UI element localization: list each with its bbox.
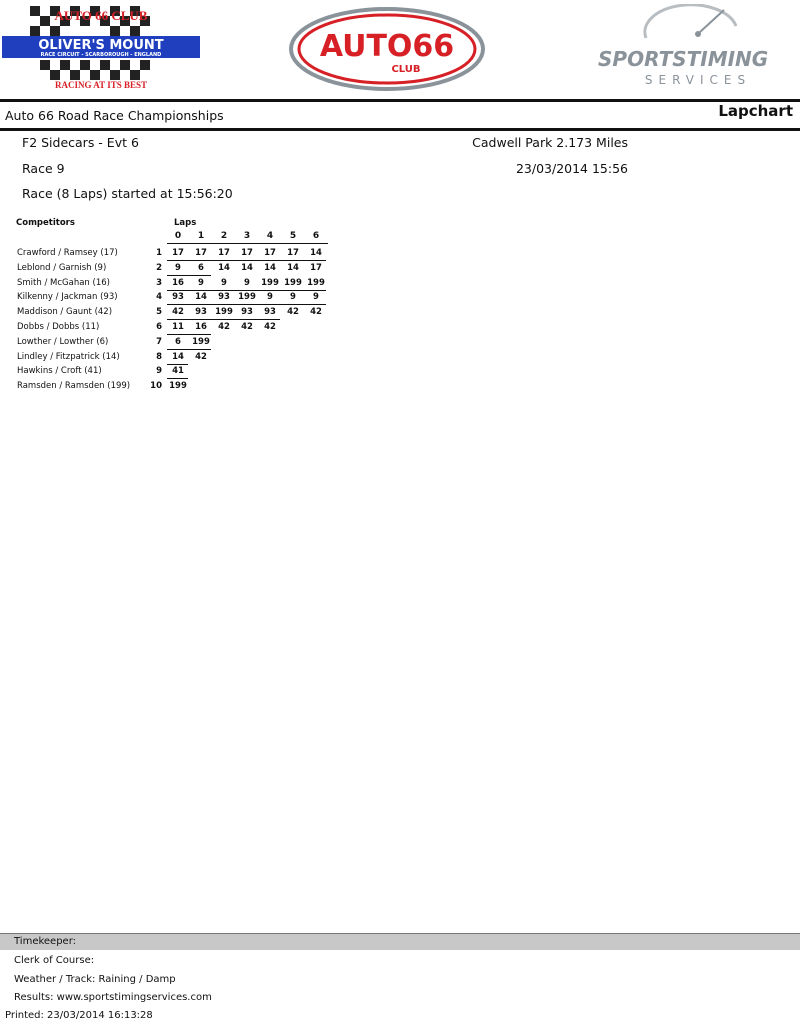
sportstiming-logo	[596, 4, 800, 94]
lap-cell: 17	[218, 248, 230, 258]
lap-cell: 6	[198, 262, 204, 273]
lap-cell: 14	[172, 351, 184, 362]
competitor-name: Lowther / Lowther (6)	[17, 336, 109, 347]
lap-cell: 17	[172, 248, 184, 258]
lap-cell: 42	[172, 307, 184, 318]
laps-heading: Laps	[174, 218, 197, 228]
competitors-heading: Competitors	[16, 218, 75, 228]
row-underline	[167, 349, 211, 350]
lap-cell: 14	[241, 262, 253, 273]
auto66-club-logo	[288, 6, 486, 92]
competitor-name: Dobbs / Dobbs (11)	[17, 322, 100, 332]
row-underline	[167, 364, 188, 365]
results-url: Results: www.sportstimingservices.com	[14, 992, 212, 1003]
lap-cell: 14	[310, 248, 322, 258]
lap-cell: 9	[198, 277, 204, 288]
position-number: 7	[156, 336, 162, 347]
olivers-mount-sub-text: RACE CIRCUIT - SCARBOROUGH - ENGLAND	[40, 52, 162, 58]
lap-number: 0	[174, 231, 182, 241]
lap-header-rule	[167, 243, 328, 244]
competitor-name: Hawkins / Croft (41)	[17, 366, 102, 377]
timekeeper-label: Timekeeper:	[14, 936, 77, 947]
lap-cell: 93	[195, 307, 207, 318]
lap-cell: 199	[215, 307, 233, 318]
lap-number: 5	[289, 231, 297, 241]
lap-cell: 9	[267, 292, 273, 303]
lap-cell: 9	[313, 292, 319, 303]
lap-cell: 9	[221, 277, 227, 288]
race-start: Race (8 Laps) started at 15:56:20	[22, 186, 233, 201]
competitor-name: Leblond / Garnish (9)	[17, 262, 107, 273]
lap-cell: 93	[172, 292, 184, 303]
olivers-mount-arc-text: AUTO 66 CLUB	[54, 8, 148, 23]
lap-number: 2	[220, 231, 228, 241]
auto66-club-text: CLUB	[391, 64, 421, 75]
lap-cell: 9	[175, 262, 181, 273]
row-underline	[167, 290, 326, 291]
lap-cell: 16	[172, 277, 184, 288]
lap-cell: 16	[195, 322, 207, 332]
competitor-name: Maddison / Gaunt (42)	[17, 307, 113, 318]
lap-cell: 199	[284, 277, 302, 288]
lap-cell: 42	[218, 322, 230, 332]
competitor-name: Ramsden / Ramsden (199)	[17, 381, 131, 392]
competitor-name: Kilkenny / Jackman (93)	[17, 292, 118, 303]
race-datetime: 23/03/2014 15:56	[515, 161, 628, 176]
lap-cell: 9	[244, 277, 250, 288]
lap-cell: 17	[241, 248, 253, 258]
lap-cell: 42	[310, 307, 322, 318]
lap-cell: 93	[241, 307, 253, 318]
position-number: 10	[150, 381, 162, 392]
lap-cell: 93	[218, 292, 230, 303]
header-rule-bottom	[0, 128, 800, 131]
lap-cell: 17	[264, 248, 276, 258]
lap-cell: 9	[290, 292, 296, 303]
lap-cell: 199	[238, 292, 256, 303]
lap-number: 4	[266, 231, 274, 241]
olivers-mount-banner-text: OLIVER'S MOUNT	[38, 38, 164, 53]
event-class: F2 Sidecars - Evt 6	[22, 135, 139, 150]
lap-cell: 199	[192, 336, 210, 347]
position-number: 1	[156, 248, 162, 258]
row-underline	[167, 304, 326, 305]
footer-bar	[0, 933, 800, 950]
sportstiming-sports-text: SPORTS	[598, 47, 687, 71]
lap-cell: 41	[172, 366, 184, 377]
lap-cell: 11	[172, 322, 184, 332]
lap-cell: 199	[261, 277, 279, 288]
lap-cell: 14	[287, 262, 299, 273]
lap-cell: 42	[195, 351, 207, 362]
position-number: 9	[156, 366, 162, 377]
lap-cell: 199	[307, 277, 325, 288]
lap-cell: 6	[175, 336, 181, 347]
document-type-title: Lapchart	[718, 102, 793, 120]
position-number: 8	[156, 351, 162, 362]
championship-title: Auto 66 Road Race Championships	[5, 108, 224, 123]
lap-cell: 14	[195, 292, 207, 303]
competitor-name: Lindley / Fitzpatrick (14)	[17, 351, 120, 362]
weather-track: Weather / Track: Raining / Damp	[14, 974, 176, 985]
auto66-main-text: AUTO66	[319, 29, 455, 64]
lap-cell: 17	[195, 248, 207, 258]
lap-number: 6	[312, 231, 320, 241]
row-underline	[167, 319, 280, 320]
lap-cell: 93	[264, 307, 276, 318]
lap-cell: 42	[287, 307, 299, 318]
olivers-mount-bottom-text: RACING AT ITS BEST	[55, 80, 147, 90]
lap-cell: 42	[241, 322, 253, 332]
stopwatch-hand-icon	[700, 10, 724, 32]
position-number: 2	[156, 262, 162, 273]
circuit-info: Cadwell Park 2.173 Miles	[472, 135, 628, 150]
row-underline	[167, 275, 211, 276]
race-number: Race 9	[22, 161, 65, 176]
clerk-label: Clerk of Course:	[14, 955, 95, 966]
position-number: 3	[156, 277, 162, 288]
lap-cell: 199	[169, 381, 187, 392]
position-number: 4	[156, 292, 162, 303]
printed-timestamp: Printed: 23/03/2014 16:13:28	[5, 1010, 153, 1021]
svg-text:SPORTSTIMING	[598, 47, 768, 71]
header-rule-top	[0, 99, 800, 102]
lap-number: 1	[197, 231, 205, 241]
sportstiming-services-text: SERVICES	[644, 73, 752, 87]
row-underline	[167, 334, 211, 335]
olivers-mount-logo	[0, 2, 202, 94]
sportstiming-timing-text: TIMING	[686, 47, 769, 71]
competitor-name: Smith / McGahan (16)	[17, 277, 110, 288]
competitor-name: Crawford / Ramsey (17)	[17, 248, 118, 258]
lap-cell: 14	[218, 262, 230, 273]
position-number: 6	[156, 322, 162, 332]
row-underline	[167, 378, 188, 379]
row-underline	[167, 260, 326, 261]
position-number: 5	[156, 307, 162, 318]
lap-cell: 14	[264, 262, 276, 273]
lap-number: 3	[243, 231, 251, 241]
lap-cell: 17	[287, 248, 299, 258]
lap-cell: 42	[264, 322, 276, 332]
lap-cell: 17	[310, 262, 322, 273]
